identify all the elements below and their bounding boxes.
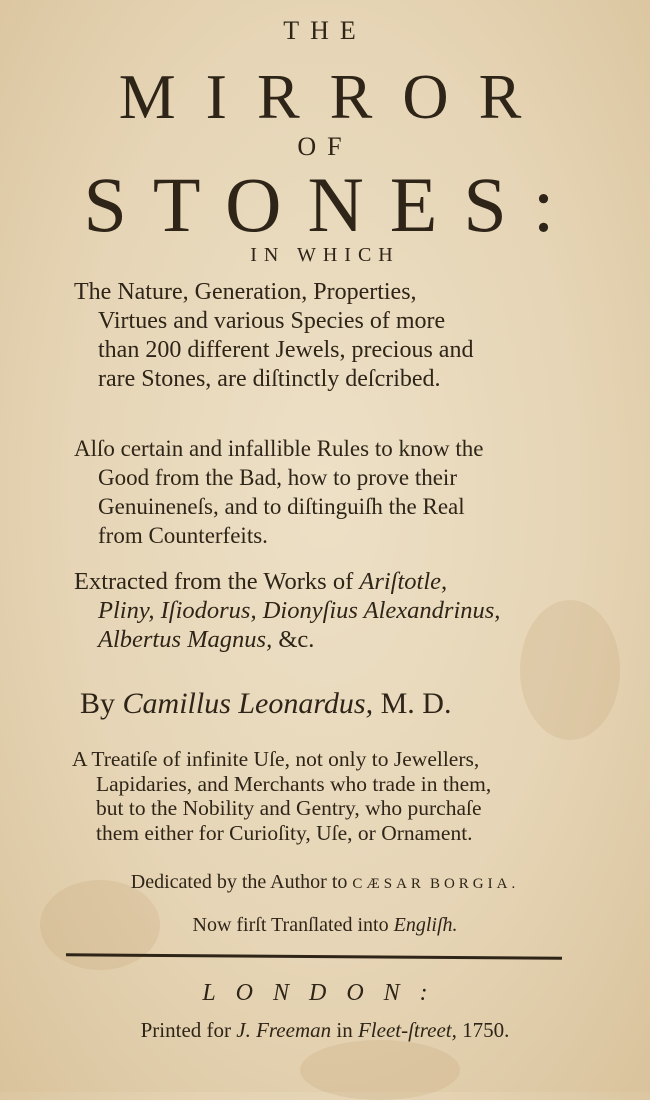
author-degree: M. D. (373, 687, 452, 720)
imprint-year: 1750. (456, 1018, 510, 1042)
author-name: Camillus Leonardus, (122, 687, 374, 720)
translation-note (0, 914, 650, 937)
dedication-prefix: Dedicated by the Author to (130, 871, 353, 893)
dedicatee-caesar: CÆSAR (352, 876, 425, 892)
treatise-line: Lapidaries, and Merchants who trade in them, (96, 771, 492, 796)
description-line: The Nature, Generation, Properties, (74, 279, 417, 305)
printed-prefix: Printed for (140, 1018, 237, 1042)
also-line: Good from the Bad, how to prove their (98, 465, 457, 490)
description-line: rare Stones, are diſtinctly deſcribed. (98, 366, 441, 392)
printer-name: J. Freeman (236, 1018, 332, 1042)
title-the: THE (283, 16, 367, 45)
description-line: Virtues and various Species of more (98, 308, 446, 334)
dedication (0, 871, 650, 894)
translation-prefix: Now firſt Tranſlated into (192, 914, 394, 936)
title-mirror: MIRROR (118, 61, 552, 132)
translation-language: Engliſh. (393, 914, 458, 936)
title-stones: STONES: (83, 161, 581, 248)
extracted-authors: Pliny, Iſiodorus, Dionyſius Alexandrinus, (98, 597, 501, 624)
etc: &c. (272, 626, 315, 653)
extracted-paragraph (74, 567, 594, 654)
extracted-prefix: Extracted from the Works of (74, 568, 360, 595)
author-line (80, 687, 600, 721)
imprint-in: in (331, 1018, 358, 1042)
also-paragraph (74, 434, 594, 550)
dedicatee-borgia: BORGIA. (429, 876, 520, 892)
aristotle: Ariſtotle, (359, 568, 448, 595)
author-by: By (80, 687, 123, 720)
albertus-magnus: Albertus Magnus, (98, 626, 273, 653)
imprint-city: LONDON: (202, 980, 448, 1006)
also-line: from Counterfeits. (98, 523, 268, 548)
treatise-line: them either for Curioſity, Uſe, or Ornament. (96, 820, 473, 845)
description-line: than 200 different Jewels, precious and (98, 337, 474, 363)
also-line: Genuineneſs, and to diſtinguiſh the Real (98, 494, 465, 519)
title-of: OF (297, 132, 353, 161)
treatise-paragraph (72, 747, 592, 845)
paper-stain (300, 1040, 460, 1100)
treatise-line: A Treatiſe of infinite Uſe, not only to Jewellers, (72, 747, 480, 771)
treatise-line: but to the Nobility and Gentry, who purchaſe (96, 796, 482, 820)
in-which: IN WHICH (250, 244, 400, 266)
description-paragraph (74, 278, 594, 394)
divider-rule (66, 953, 562, 959)
imprint-street: Fleet-ſtreet, (357, 1018, 457, 1042)
also-line: Alſo certain and infallible Rules to know the (74, 436, 484, 461)
imprint-line (0, 1018, 650, 1043)
